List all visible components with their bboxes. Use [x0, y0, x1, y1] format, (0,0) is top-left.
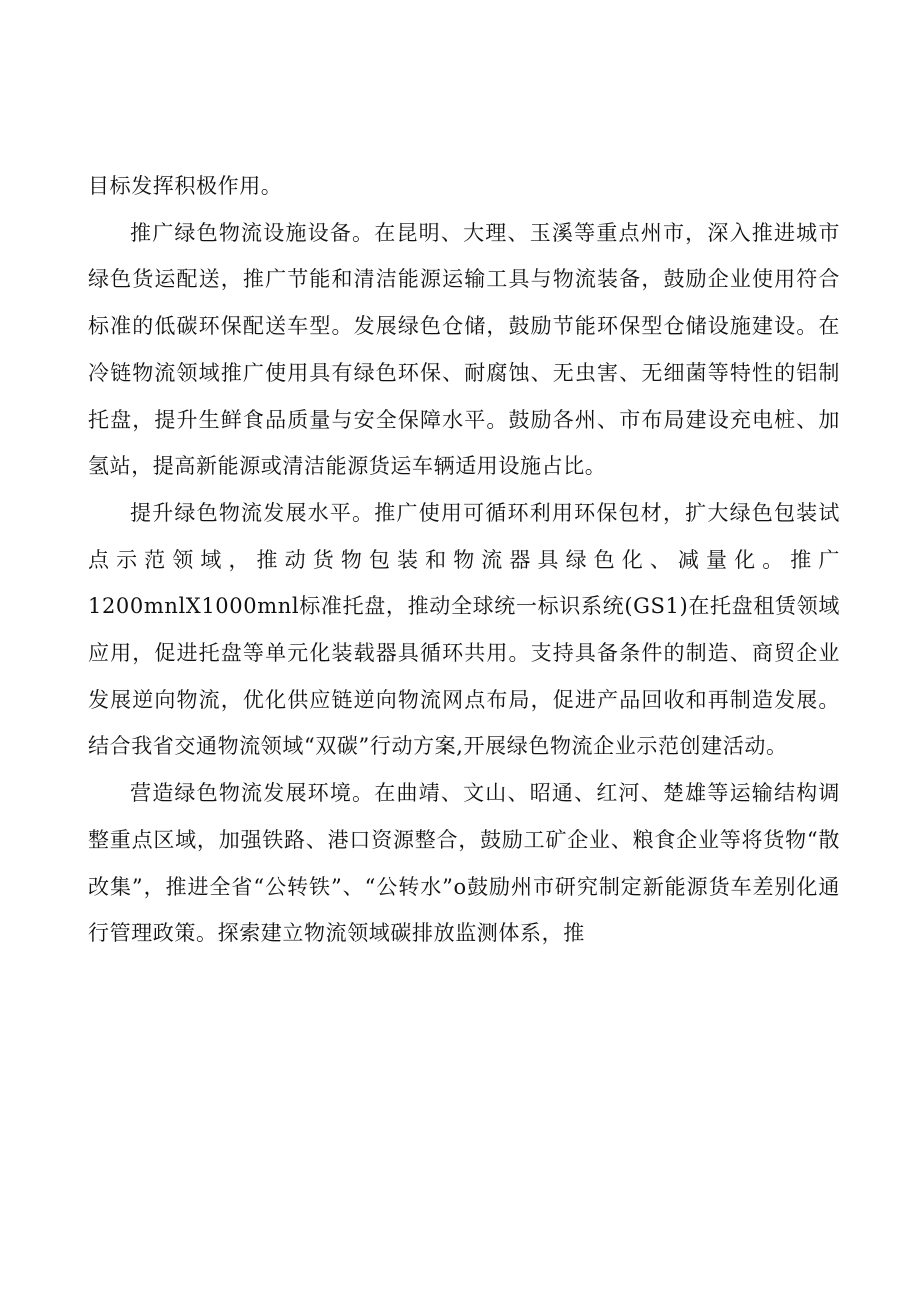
paragraph-green-logistics-environment: 营造绿色物流发展环境。在曲靖、文山、昭通、红河、楚雄等运输结构调整重点区域，加强铁路、港口资源整合，鼓励工矿企业、粮食企业等将货物“散改集”，推进全省“公转铁”、“公转水”o鼓励州市研究制定新能源货车差别化通行管理政策。探索建立物流领域碳排放监测体系，推	[88, 781, 840, 946]
paragraph-green-logistics-facilities: 推广绿色物流设施设备。在昆明、大理、玉溪等重点州市，深入推进城市绿色货运配送，推广节能和清洁能源运输工具与物流装备，鼓励企业使用符合标准的低碳环保配送车型。发展绿色仓储，鼓励节能环保型仓储设施建设。在冷链物流领域推广使用具有绿色环保、耐腐蚀、无虫害、无细菌等特性的铝制托盘，提升生鲜食品质量与安全保障水平。鼓励各州、市布局建设充电桩、加氢站，提高新能源或清洁能源货运车辆适用设施占比。	[88, 220, 840, 479]
paragraph-green-logistics-level: 提升绿色物流发展水平。推广使用可循环利用环保包材，扩大绿色包装试点示范领域，推动货物包装和物流器具绿色化、减量化。推广1200mnlX1000mnl标准托盘，推动全球统一标识系统(GS1)在托盘租赁领域应用，促进托盘等单元化装载器具循环共用。支持具备条件的制造、商贸企业发展逆向物流，优化供应链逆向物流网点布局，促进产品回收和再制造发展。结合我省交通物流领域“双碳”行动方案,开展绿色物流企业示范创建活动。	[88, 500, 840, 759]
paragraph-continuation: 目标发挥积极作用。	[88, 174, 283, 198]
document-body	[88, 163, 840, 957]
